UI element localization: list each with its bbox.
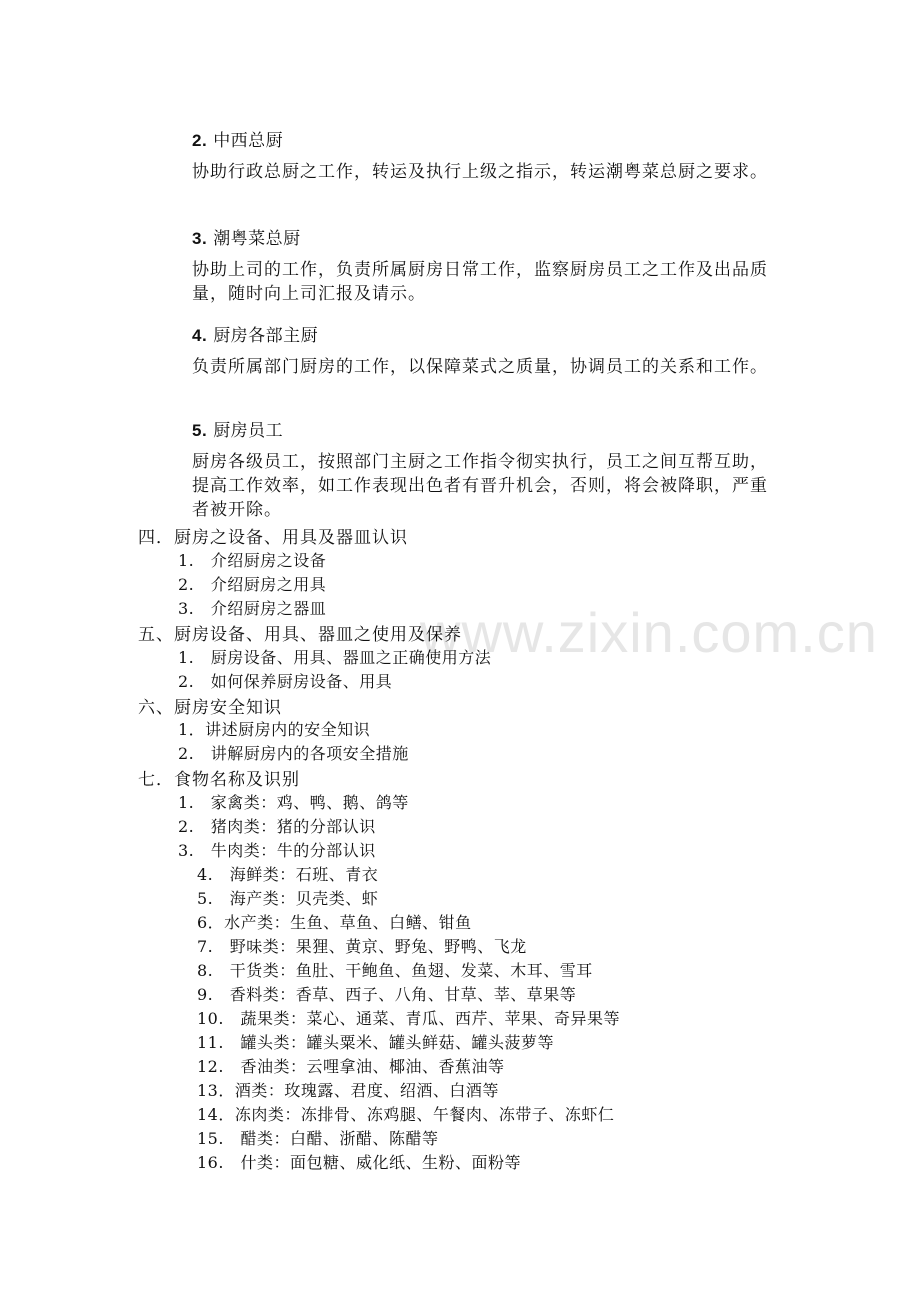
role-description: 厨房各级员工，按照部门主厨之工作指令彻实执行，员工之间互帮互助，提高工作效率，如工作表现出色者有晋升机会，否则，将会被降职，严重者被开除。 xyxy=(192,452,768,520)
section-heading: 七．食物名称及识别 xyxy=(138,770,300,790)
list-item: 7. 野味类：果狸、黄京、野兔、野鸭、飞龙 xyxy=(197,937,527,956)
list-item: 5. 海产类：贝壳类、虾 xyxy=(197,889,379,908)
list-item: 16. 什类：面包糖、威化纸、生粉、面粉等 xyxy=(197,1153,521,1172)
list-item: 4. 海鲜类：石班、青衣 xyxy=(197,865,379,884)
role-title: 潮粤菜总厨 xyxy=(213,229,301,249)
list-item: 1. 介绍厨房之设备 xyxy=(178,551,327,570)
list-item: 9. 香料类：香草、西子、八角、甘草、莘、草果等 xyxy=(197,985,577,1004)
list-item: 1. 家禽类：鸡、鸭、鹅、鸽等 xyxy=(178,793,409,812)
role-title: 厨房各部主厨 xyxy=(213,326,319,346)
list-item: 3. 介绍厨房之器皿 xyxy=(178,599,327,618)
role-title: 厨房员工 xyxy=(213,421,284,441)
list-item: 14．冻肉类：冻排骨、冻鸡腿、午餐肉、冻带子、冻虾仁 xyxy=(197,1105,615,1124)
list-item: 13．酒类：玫瑰露、君度、绍酒、白酒等 xyxy=(197,1081,499,1100)
role-heading xyxy=(192,321,318,346)
list-item: 1. 厨房设备、用具、器皿之正确使用方法 xyxy=(178,648,492,667)
role-number: 5. xyxy=(192,421,208,440)
list-item: 1．讲述厨房内的安全知识 xyxy=(178,720,371,739)
list-item: 11. 罐头类：罐头粟米、罐头鲜菇、罐头菠萝等 xyxy=(197,1033,554,1052)
watermark: www.zixin.com.cn xyxy=(420,601,878,664)
list-item: 2. 讲解厨房内的各项安全措施 xyxy=(178,744,409,763)
list-item: 10. 蔬果类：菜心、通菜、青瓜、西芹、苹果、奇异果等 xyxy=(197,1009,620,1028)
role-number: 2. xyxy=(192,131,208,150)
role-description: 负责所属部门厨房的工作，以保障菜式之质量，协调员工的关系和工作。 xyxy=(192,357,768,377)
section-heading: 六、厨房安全知识 xyxy=(138,698,282,718)
role-description: 协助行政总厨之工作，转运及执行上级之指示，转运潮粤菜总厨之要求。 xyxy=(192,162,768,182)
list-item: 12. 香油类：云哩拿油、椰油、香蕉油等 xyxy=(197,1057,505,1076)
section-heading: 五、厨房设备、用具、器皿之使用及保养 xyxy=(138,625,462,645)
list-item: 15. 醋类：白醋、浙醋、陈醋等 xyxy=(197,1129,439,1148)
list-item: 2. 如何保养厨房设备、用具 xyxy=(178,672,393,691)
role-number: 3. xyxy=(192,229,208,248)
role-description: 协助上司的工作，负责所属厨房日常工作，监察厨房员工之工作及出品质量，随时向上司汇报及请示。 xyxy=(192,260,768,304)
role-heading xyxy=(192,224,301,249)
list-item: 3. 牛肉类：牛的分部认识 xyxy=(178,841,376,860)
role-heading xyxy=(192,126,283,151)
list-item: 2. 介绍厨房之用具 xyxy=(178,575,327,594)
section-heading: 四．厨房之设备、用具及器皿认识 xyxy=(138,528,408,548)
role-number: 4. xyxy=(192,326,208,345)
list-item: 6．水产类：生鱼、草鱼、白鳝、钳鱼 xyxy=(197,913,472,932)
list-item: 2. 猪肉类：猪的分部认识 xyxy=(178,817,376,836)
role-heading xyxy=(192,416,283,441)
list-item: 8. 干货类：鱼肚、干鲍鱼、鱼翅、发菜、木耳、雪耳 xyxy=(197,961,593,980)
role-title: 中西总厨 xyxy=(213,131,284,151)
